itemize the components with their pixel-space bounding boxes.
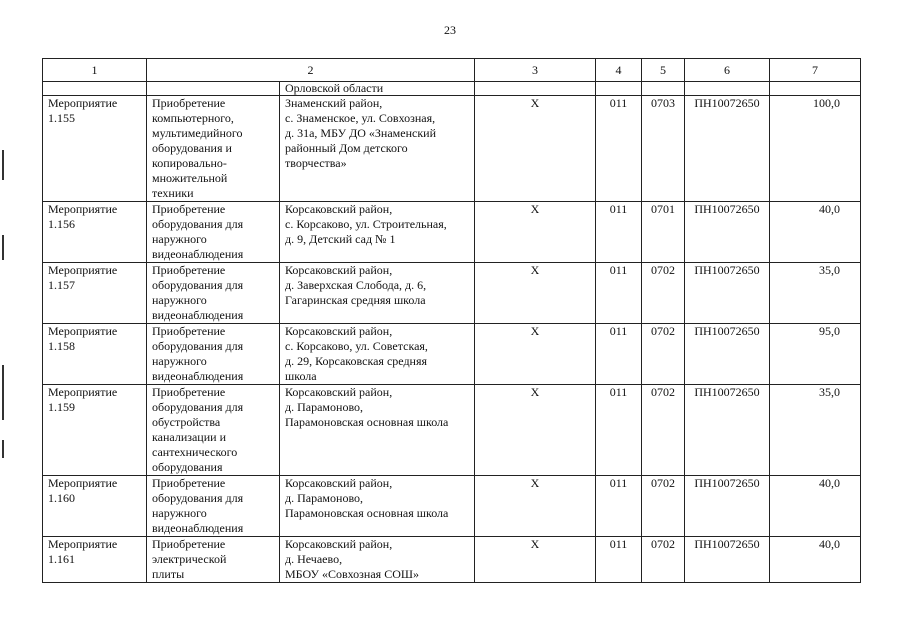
scan-edge-mark bbox=[2, 365, 4, 420]
location-cell: Корсаковский район, с. Корсаково, ул. Строительная, д. 9, Детский сад № 1 bbox=[280, 202, 475, 263]
scan-edge-mark bbox=[2, 235, 4, 260]
col5-cell: 0702 bbox=[642, 324, 685, 385]
scan-edge-mark bbox=[2, 440, 4, 458]
event-name-cell: Приобретение компьютерного, мультимедийного оборудования и копировально- множительной техники bbox=[147, 96, 280, 202]
event-name-cell: Приобретение оборудования для наружного видеонаблюдения bbox=[147, 324, 280, 385]
col3-cell: Х bbox=[475, 537, 596, 583]
col6-cell: ПН10072650 bbox=[685, 263, 770, 324]
page-number: 23 bbox=[444, 23, 456, 37]
amount-cell: 40,0 bbox=[770, 537, 861, 583]
col4-cell: 011 bbox=[596, 263, 642, 324]
event-name-cell: Приобретение оборудования для обустройства канализации и сантехнического оборудования bbox=[147, 385, 280, 476]
col4-cell: 011 bbox=[596, 537, 642, 583]
event-number-cell: Мероприятие 1.155 bbox=[43, 96, 147, 202]
header-row bbox=[43, 59, 861, 82]
table-row bbox=[43, 263, 861, 324]
col4-cell: 011 bbox=[596, 324, 642, 385]
event-number-cell: Мероприятие 1.159 bbox=[43, 385, 147, 476]
empty-cell bbox=[642, 82, 685, 96]
header-cell: 7 bbox=[770, 59, 861, 82]
table-row bbox=[43, 476, 861, 537]
location-cell: Корсаковский район, с. Корсаково, ул. Советская, д. 29, Корсаковская средняя школа bbox=[280, 324, 475, 385]
col6-cell: ПН10072650 bbox=[685, 385, 770, 476]
col3-cell: Х bbox=[475, 385, 596, 476]
table-row bbox=[43, 96, 861, 202]
empty-cell bbox=[685, 82, 770, 96]
col3-cell: Х bbox=[475, 324, 596, 385]
event-number-cell: Мероприятие 1.158 bbox=[43, 324, 147, 385]
amount-cell: 40,0 bbox=[770, 476, 861, 537]
amount-cell: 95,0 bbox=[770, 324, 861, 385]
col6-cell: ПН10072650 bbox=[685, 324, 770, 385]
location-cell: Корсаковский район, д. Заверхская Слобода, д. 6, Гагаринская средняя школа bbox=[280, 263, 475, 324]
col3-cell: Х bbox=[475, 476, 596, 537]
col6-cell: ПН10072650 bbox=[685, 476, 770, 537]
event-name-cell: Приобретение оборудования для наружного видеонаблюдения bbox=[147, 263, 280, 324]
table-row bbox=[43, 537, 861, 583]
table-row bbox=[43, 385, 861, 476]
col5-cell: 0702 bbox=[642, 537, 685, 583]
header-cell: 5 bbox=[642, 59, 685, 82]
header-cell: 6 bbox=[685, 59, 770, 82]
col3-cell: Х bbox=[475, 202, 596, 263]
event-name-cell: Приобретение электрической плиты bbox=[147, 537, 280, 583]
col5-cell: 0703 bbox=[642, 96, 685, 202]
continuation-cell: Орловской области bbox=[280, 82, 475, 96]
col3-cell: Х bbox=[475, 263, 596, 324]
amount-cell: 40,0 bbox=[770, 202, 861, 263]
event-name-cell: Приобретение оборудования для наружного видеонаблюдения bbox=[147, 202, 280, 263]
document-table bbox=[42, 58, 861, 583]
col5-cell: 0701 bbox=[642, 202, 685, 263]
empty-cell bbox=[596, 82, 642, 96]
event-name-cell: Приобретение оборудования для наружного видеонаблюдения bbox=[147, 476, 280, 537]
col6-cell: ПН10072650 bbox=[685, 96, 770, 202]
col6-cell: ПН10072650 bbox=[685, 202, 770, 263]
col4-cell: 011 bbox=[596, 385, 642, 476]
scan-edge-mark bbox=[2, 150, 4, 180]
amount-cell: 100,0 bbox=[770, 96, 861, 202]
col6-cell: ПН10072650 bbox=[685, 537, 770, 583]
amount-cell: 35,0 bbox=[770, 263, 861, 324]
location-cell: Корсаковский район, д. Парамоново, Парамоновская основная школа bbox=[280, 385, 475, 476]
amount-cell: 35,0 bbox=[770, 385, 861, 476]
event-number-cell: Мероприятие 1.157 bbox=[43, 263, 147, 324]
header-cell: 4 bbox=[596, 59, 642, 82]
event-number-cell: Мероприятие 1.156 bbox=[43, 202, 147, 263]
col5-cell: 0702 bbox=[642, 263, 685, 324]
location-cell: Корсаковский район, д. Нечаево, МБОУ «Совхозная СОШ» bbox=[280, 537, 475, 583]
empty-cell bbox=[770, 82, 861, 96]
header-cell: 2 bbox=[147, 59, 475, 82]
table-row bbox=[43, 202, 861, 263]
col4-cell: 011 bbox=[596, 202, 642, 263]
location-cell: Корсаковский район, д. Парамоново, Парамоновская основная школа bbox=[280, 476, 475, 537]
empty-cell bbox=[147, 82, 280, 96]
col4-cell: 011 bbox=[596, 96, 642, 202]
col5-cell: 0702 bbox=[642, 476, 685, 537]
table-row bbox=[43, 324, 861, 385]
col5-cell: 0702 bbox=[642, 385, 685, 476]
header-cell: 3 bbox=[475, 59, 596, 82]
continuation-row bbox=[43, 82, 861, 96]
empty-cell bbox=[43, 82, 147, 96]
col3-cell: Х bbox=[475, 96, 596, 202]
col4-cell: 011 bbox=[596, 476, 642, 537]
header-cell: 1 bbox=[43, 59, 147, 82]
event-number-cell: Мероприятие 1.160 bbox=[43, 476, 147, 537]
empty-cell bbox=[475, 82, 596, 96]
location-cell: Знаменский район, с. Знаменское, ул. Совхозная, д. 31а, МБУ ДО «Знаменский районный Дом детского творчества» bbox=[280, 96, 475, 202]
event-number-cell: Мероприятие 1.161 bbox=[43, 537, 147, 583]
